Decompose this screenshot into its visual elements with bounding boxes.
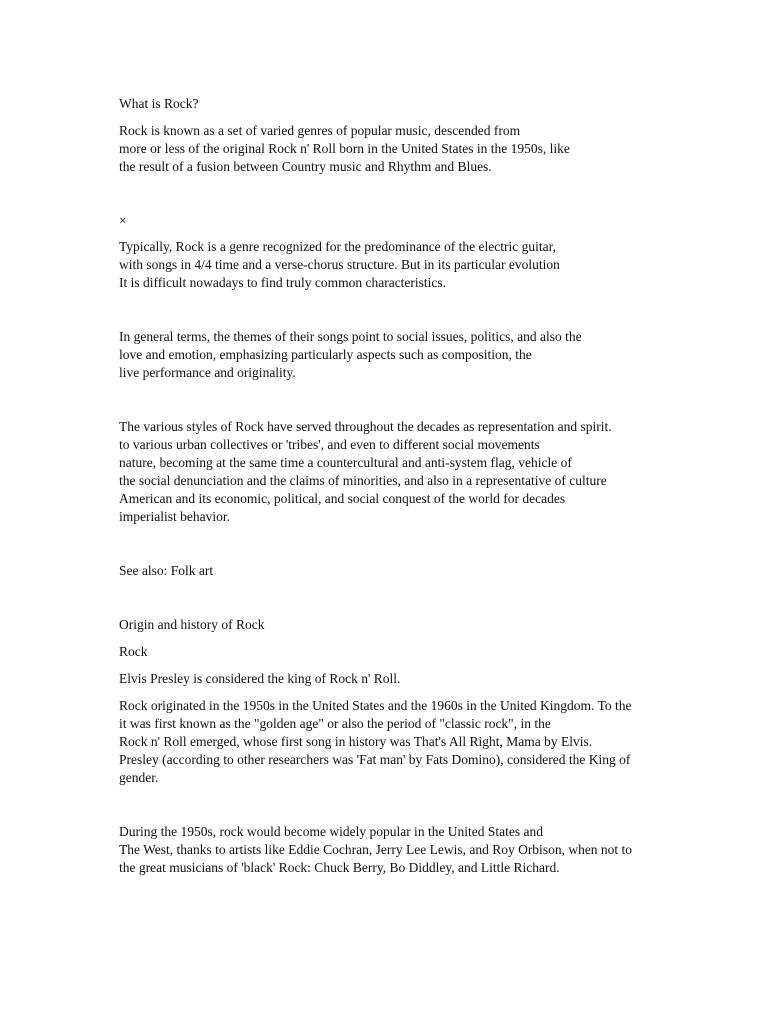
text-line: more or less of the original Rock n' Roll born in the United States in the 1950s, like [119,141,570,156]
text-line: It is difficult nowadays to find truly common characteristics. [119,275,447,290]
image-caption: Elvis Presley is considered the king of Rock n' Roll. [119,671,401,686]
styles-paragraph [119,418,612,526]
section-heading: Origin and history of Rock [119,617,265,632]
text-line: American and its economic, political, and social conquest of the world for decades [119,491,566,506]
origin-paragraph [119,697,632,787]
text-line: Rock is known as a set of varied genres of popular music, descended from [119,123,521,138]
text-line: Presley (according to other researchers was 'Fat man' by Fats Domino), considered the King of [119,752,631,767]
text-line: to various urban collectives or 'tribes', and even to different social movements [119,437,540,452]
text-line: Rock n' Roll emerged, whose first song in history was That's All Right, Mama by Elvis. [119,734,593,749]
text-line: it was first known as the "golden age" or also the period of "classic rock", in the [119,716,551,731]
themes-paragraph [119,328,582,382]
guitar-paragraph [119,238,560,292]
text-line: the great musicians of 'black' Rock: Chuck Berry, Bo Diddley, and Little Richard. [119,860,560,875]
text-line: Typically, Rock is a genre recognized for the predominance of the electric guitar, [119,239,556,254]
text-line: During the 1950s, rock would become widely popular in the United States and [119,824,544,839]
text-line: Rock originated in the 1950s in the United States and the 1960s in the United Kingdom. To the [119,698,632,713]
fifties-paragraph [119,823,632,877]
text-line: love and emotion, emphasizing particularly aspects such as composition, the [119,347,532,362]
text-line: The West, thanks to artists like Eddie Cochran, Jerry Lee Lewis, and Roy Orbison, when not to [119,842,633,857]
text-line: the social denunciation and the claims of minorities, and also in a representative of culture [119,473,607,488]
text-line: gender. [119,770,159,785]
text-line: In general terms, the themes of their songs point to social issues, politics, and also the [119,329,582,344]
close-icon[interactable]: × [119,213,127,228]
text-line: the result of a fusion between Country music and Rhythm and Blues. [119,159,492,174]
page-title: What is Rock? [119,96,199,111]
intro-paragraph [119,122,570,176]
text-line: with songs in 4/4 time and a verse-chorus structure. But in its particular evolution [119,257,560,272]
image-caption-title: Rock [119,644,148,659]
see-also-link[interactable]: See also: Folk art [119,563,214,578]
text-line: live performance and originality. [119,365,296,380]
text-line: imperialist behavior. [119,509,230,524]
text-line: The various styles of Rock have served throughout the decades as representation and spirit. [119,419,612,434]
text-line: nature, becoming at the same time a countercultural and anti-system flag, vehicle of [119,455,572,470]
